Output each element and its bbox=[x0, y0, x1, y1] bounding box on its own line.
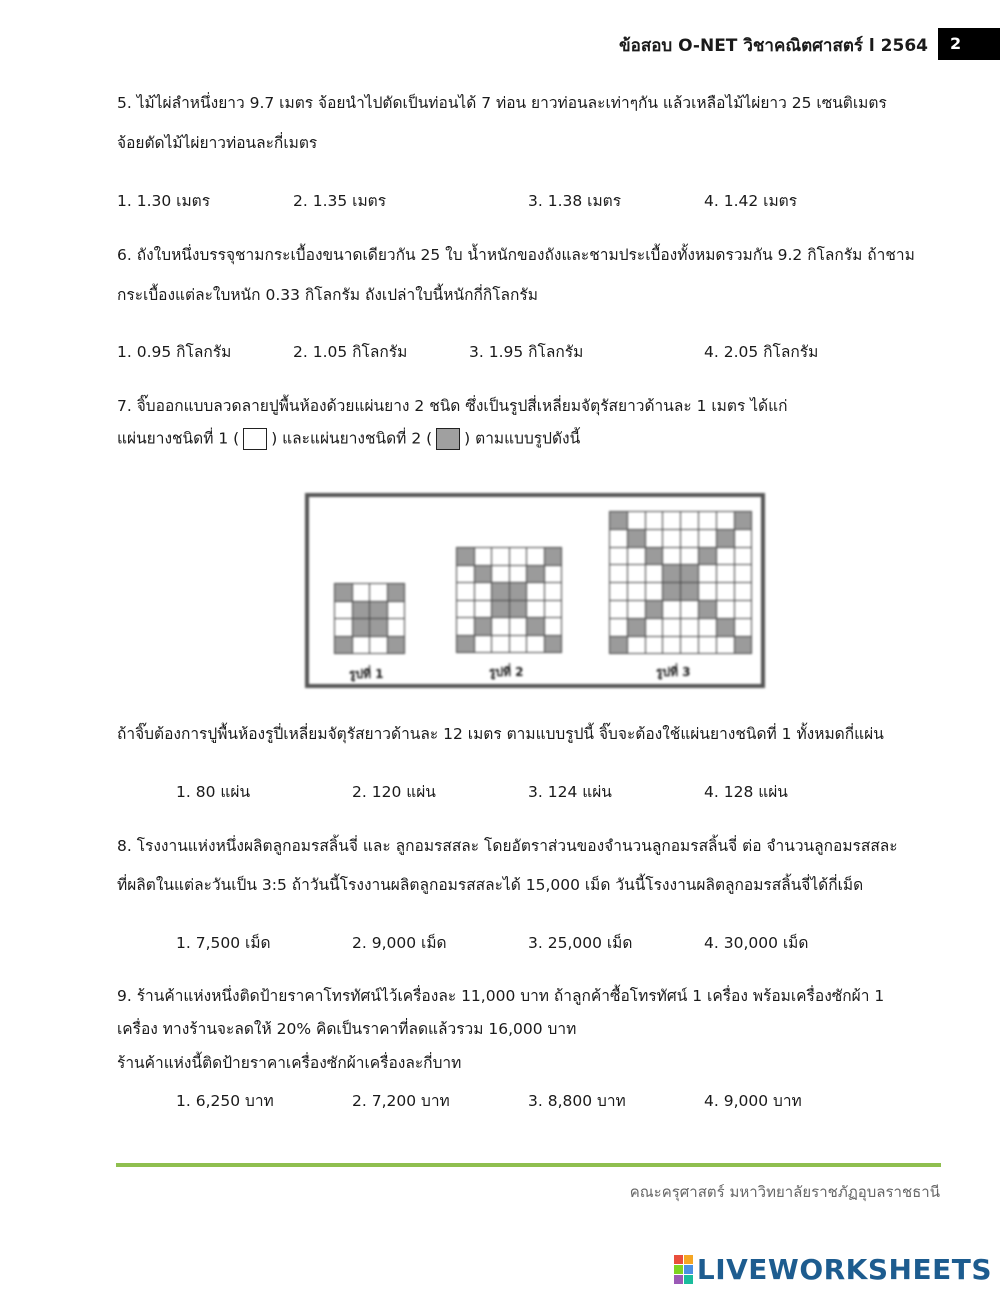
q5-choice-1[interactable]: 1. 1.30 เมตร bbox=[117, 192, 211, 210]
tile-type-2 bbox=[609, 511, 628, 530]
tile-type-2 bbox=[627, 618, 646, 637]
tile-type-2 bbox=[645, 547, 664, 566]
tile-type-1 bbox=[662, 600, 681, 619]
tile-type-1 bbox=[698, 511, 717, 530]
tile-type-1 bbox=[609, 547, 628, 566]
tile-type-1 bbox=[474, 547, 493, 566]
q9-choice-1[interactable]: 1. 6,250 บาท bbox=[176, 1092, 274, 1110]
tile-type-1 bbox=[627, 547, 646, 566]
tile-type-1 bbox=[544, 582, 563, 601]
tile-type-1 bbox=[645, 582, 664, 601]
footer-divider bbox=[116, 1163, 941, 1167]
tile-type-2 bbox=[474, 565, 493, 584]
q9-choice-2[interactable]: 2. 7,200 บาท bbox=[352, 1092, 450, 1110]
tile-type-1 bbox=[474, 635, 493, 654]
tile-type-1 bbox=[491, 617, 510, 636]
tile-type-1 bbox=[734, 618, 753, 637]
tile-type-2 bbox=[716, 529, 735, 548]
tile-type-2 bbox=[491, 600, 510, 619]
tile-type-2 bbox=[369, 618, 388, 637]
q7-line2-part-a: แผ่นยางชนิดที่ 1 ( bbox=[117, 429, 240, 448]
q8-choice-2[interactable]: 2. 9,000 เม็ด bbox=[352, 934, 447, 952]
tile-type-2 bbox=[526, 617, 545, 636]
tile-type-2 bbox=[526, 565, 545, 584]
tile-type-2 bbox=[456, 547, 475, 566]
tile-type-1 bbox=[716, 547, 735, 566]
tile-type-2 bbox=[698, 547, 717, 566]
tile-type-1 bbox=[352, 636, 371, 655]
tile-type-2 bbox=[334, 583, 353, 602]
tile-type-1 bbox=[680, 636, 699, 655]
tile-type-1 bbox=[734, 529, 753, 548]
q7-text-line-2 bbox=[117, 428, 580, 450]
document-header-title: ข้อสอบ O-NET วิชาคณิตศาสตร์ l 2564 bbox=[619, 36, 928, 56]
tile-type-2 bbox=[609, 636, 628, 655]
q6-text-line-2: กระเบื้องแต่ละใบหนัก 0.33 กิโลกรัม ถังเปล่าใบนี้หนักกี่กิโลกรัม bbox=[117, 286, 538, 304]
q7-line2-part-b: ) และแผ่นยางชนิดที่ 2 ( bbox=[271, 429, 433, 448]
q8-choice-3[interactable]: 3. 25,000 เม็ด bbox=[528, 934, 633, 952]
tile-type-1 bbox=[698, 636, 717, 655]
tile-type-1 bbox=[387, 618, 406, 637]
q6-choice-2[interactable]: 2. 1.05 กิโลกรัม bbox=[293, 343, 408, 361]
q6-choice-1[interactable]: 1. 0.95 กิโลกรัม bbox=[117, 343, 232, 361]
tile-type-1 bbox=[609, 600, 628, 619]
tile-type-1 bbox=[662, 547, 681, 566]
figure-label-3: รูปที่ 3 bbox=[656, 665, 691, 679]
tile-type-1 bbox=[645, 636, 664, 655]
tile-type-1 bbox=[544, 600, 563, 619]
tile-type-1 bbox=[526, 635, 545, 654]
tile-type-2 bbox=[662, 582, 681, 601]
tile-type-1 bbox=[491, 547, 510, 566]
tile-type-1 bbox=[609, 582, 628, 601]
tile-type-2 bbox=[680, 582, 699, 601]
q9-text-line-2: เครื่อง ทางร้านจะลดให้ 20% คิดเป็นราคาที่ลดแล้วรวม 16,000 บาท bbox=[117, 1020, 577, 1038]
tile-type-1 bbox=[627, 564, 646, 583]
tile-type-1 bbox=[645, 564, 664, 583]
tile-type-1 bbox=[645, 511, 664, 530]
tile-type-1 bbox=[716, 636, 735, 655]
tile-type-2 bbox=[680, 564, 699, 583]
tile-pattern-figure bbox=[305, 493, 765, 688]
tile-type-2 bbox=[509, 600, 528, 619]
tile-type-1 bbox=[627, 600, 646, 619]
tile-type-2-legend bbox=[436, 428, 460, 450]
q6-choice-4[interactable]: 4. 2.05 กิโลกรัม bbox=[704, 343, 819, 361]
tile-type-2 bbox=[627, 529, 646, 548]
q5-text-line-1: 5. ไม้ไผ่ลำหนึ่งยาว 9.7 เมตร จ้อยนำไปตัดเป็นท่อนได้ 7 ท่อน ยาวท่อนละเท่าๆกัน แล้วเหลือไม้ไผ่ยาว 25 เซนติเมตร bbox=[117, 94, 887, 112]
tile-type-1 bbox=[526, 547, 545, 566]
tile-type-1 bbox=[491, 635, 510, 654]
tile-type-1 bbox=[716, 582, 735, 601]
tile-type-1 bbox=[456, 582, 475, 601]
tile-type-1 bbox=[369, 636, 388, 655]
tile-type-2 bbox=[352, 618, 371, 637]
tile-type-2 bbox=[734, 636, 753, 655]
tile-type-1 bbox=[509, 547, 528, 566]
tile-type-1 bbox=[474, 600, 493, 619]
tile-type-1 bbox=[369, 583, 388, 602]
tile-type-2 bbox=[369, 601, 388, 620]
liveworksheets-logo-icon bbox=[674, 1255, 693, 1284]
tile-type-1 bbox=[662, 636, 681, 655]
tile-type-2 bbox=[474, 617, 493, 636]
tile-type-2 bbox=[662, 564, 681, 583]
q8-choice-1[interactable]: 1. 7,500 เม็ด bbox=[176, 934, 271, 952]
tile-type-2 bbox=[716, 618, 735, 637]
tile-type-2 bbox=[387, 583, 406, 602]
q6-text-line-1: 6. ถังใบหนึ่งบรรจุชามกระเบื้องขนาดเดียวกัน 25 ใบ น้ำหนักของถังและชามประเบื้องทั้งหมดรวมกัน 9.2 กิโลกรัม ถ้าชาม bbox=[117, 246, 915, 264]
tile-type-1 bbox=[698, 618, 717, 637]
tile-type-2 bbox=[387, 636, 406, 655]
tile-type-2 bbox=[544, 635, 563, 654]
q8-choice-4[interactable]: 4. 30,000 เม็ด bbox=[704, 934, 809, 952]
tile-type-1 bbox=[509, 617, 528, 636]
tile-type-1 bbox=[680, 547, 699, 566]
tile-type-1 bbox=[680, 511, 699, 530]
tile-type-1 bbox=[456, 617, 475, 636]
tile-type-1 bbox=[698, 529, 717, 548]
q9-text-line-1: 9. ร้านค้าแห่งหนึ่งติดป้ายราคาโทรทัศน์ไว้เครื่องละ 11,000 บาท ถ้าลูกค้าซื้อโทรทัศน์ 1 เครื่อง พร้อมเครื่องซักผ้า 1 bbox=[117, 987, 885, 1005]
q9-choice-3[interactable]: 3. 8,800 บาท bbox=[528, 1092, 626, 1110]
q5-choice-4[interactable]: 4. 1.42 เมตร bbox=[704, 192, 798, 210]
tile-type-1 bbox=[698, 582, 717, 601]
q7-line2-part-c: ) ตามแบบรูปดังนี้ bbox=[464, 429, 581, 448]
tile-type-1 bbox=[609, 618, 628, 637]
q7-question: ถ้าจิ๊บต้องการปูพื้นห้องรูปี่เหลี่ยมจัตุรัสยาวด้านละ 12 เมตร ตามแบบรูปนี้ จิ๊บจะต้องใช้แผ่นยางชนิดที่ 1 ทั้งหมดกี่แผ่น bbox=[117, 725, 884, 743]
tile-type-2 bbox=[334, 636, 353, 655]
tile-type-1 bbox=[456, 565, 475, 584]
tile-type-1 bbox=[716, 600, 735, 619]
tile-type-2 bbox=[352, 601, 371, 620]
tile-type-1 bbox=[662, 511, 681, 530]
tile-type-2 bbox=[509, 582, 528, 601]
q8-text-line-1: 8. โรงงานแห่งหนึ่งผลิตลูกอมรสลิ้นจี่ และ ลูกอมรสสละ โดยอัตราส่วนของจำนวนลูกอมรสลิ้นจี่ ต่อ จำนวนลูกอมรสสละ bbox=[117, 837, 898, 855]
tile-type-1 bbox=[627, 582, 646, 601]
tile-type-2 bbox=[734, 511, 753, 530]
q9-choice-4[interactable]: 4. 9,000 บาท bbox=[704, 1092, 802, 1110]
q7-choice-1[interactable]: 1. 80 แผ่น bbox=[176, 783, 251, 801]
tile-type-1 bbox=[734, 582, 753, 601]
tile-type-1 bbox=[544, 565, 563, 584]
figure-label-1: รูปที่ 1 bbox=[349, 667, 384, 681]
tile-type-1 bbox=[734, 600, 753, 619]
tile-type-1 bbox=[645, 618, 664, 637]
q8-text-line-2: ที่ผลิตในแต่ละวันเป็น 3:5 ถ้าวันนี้โรงงานผลิตลูกอมรสสละได้ 15,000 เม็ด วันนี้โรงงานผลิตลูกอมรสลิ้นจี่ได้กี่เม็ด bbox=[117, 876, 864, 894]
tile-type-1 bbox=[680, 529, 699, 548]
q7-choice-4[interactable]: 4. 128 แผ่น bbox=[704, 783, 788, 801]
page-number-badge: 2 bbox=[938, 28, 1000, 60]
figure-label-2: รูปที่ 2 bbox=[489, 665, 524, 679]
tile-type-1 bbox=[627, 511, 646, 530]
tile-type-1 bbox=[509, 565, 528, 584]
tile-type-1 bbox=[662, 529, 681, 548]
tile-type-2 bbox=[491, 582, 510, 601]
tile-type-1 bbox=[716, 564, 735, 583]
q7-choice-3[interactable]: 3. 124 แผ่น bbox=[528, 783, 612, 801]
tile-type-1 bbox=[334, 601, 353, 620]
tile-type-1 bbox=[456, 600, 475, 619]
q9-text-line-3: ร้านค้าแห่งนี้ติดป้ายราคาเครื่องซักผ้าเครื่องละกี่บาท bbox=[117, 1054, 462, 1072]
tile-type-1 bbox=[334, 618, 353, 637]
tile-type-1 bbox=[627, 636, 646, 655]
tile-type-1 bbox=[474, 582, 493, 601]
q5-choice-2[interactable]: 2. 1.35 เมตร bbox=[293, 192, 387, 210]
liveworksheets-wordmark: LIVEWORKSHEETS bbox=[696, 1252, 992, 1286]
tile-type-2 bbox=[544, 547, 563, 566]
tile-type-1 bbox=[645, 529, 664, 548]
liveworksheets-brand[interactable] bbox=[674, 1252, 992, 1286]
tile-type-1 bbox=[526, 600, 545, 619]
tile-type-2 bbox=[645, 600, 664, 619]
tile-type-1 bbox=[680, 618, 699, 637]
footer-institution: คณะครุศาสตร์ มหาวิทยาลัยราชภัฏอุบลราชธานี bbox=[629, 1183, 940, 1201]
tile-type-1 bbox=[387, 601, 406, 620]
tile-type-1 bbox=[734, 547, 753, 566]
q5-text-line-2: จ้อยตัดไม้ไผ่ยาวท่อนละกี่เมตร bbox=[117, 134, 318, 152]
tile-type-2 bbox=[698, 600, 717, 619]
tile-type-1 bbox=[698, 564, 717, 583]
tile-type-1 bbox=[734, 564, 753, 583]
tile-type-1 bbox=[662, 618, 681, 637]
tile-type-1 bbox=[609, 529, 628, 548]
tile-type-1 bbox=[680, 600, 699, 619]
tile-type-1 bbox=[544, 617, 563, 636]
tile-type-2 bbox=[456, 635, 475, 654]
q5-choice-3[interactable]: 3. 1.38 เมตร bbox=[528, 192, 622, 210]
tile-type-1 bbox=[352, 583, 371, 602]
tile-type-1 bbox=[491, 565, 510, 584]
tile-type-1 bbox=[526, 582, 545, 601]
tile-type-1-legend bbox=[243, 428, 267, 450]
tile-type-1 bbox=[716, 511, 735, 530]
q7-choice-2[interactable]: 2. 120 แผ่น bbox=[352, 783, 436, 801]
tile-type-1 bbox=[509, 635, 528, 654]
q7-text-line-1: 7. จิ๊บออกแบบลวดลายปูพื้นห้องด้วยแผ่นยาง 2 ชนิด ซึ่งเป็นรูปสี่เหลี่ยมจัตุรัสยาวด้านละ 1 เมตร ได้แก่ bbox=[117, 397, 788, 415]
tile-type-1 bbox=[609, 564, 628, 583]
q6-choice-3[interactable]: 3. 1.95 กิโลกรัม bbox=[469, 343, 584, 361]
